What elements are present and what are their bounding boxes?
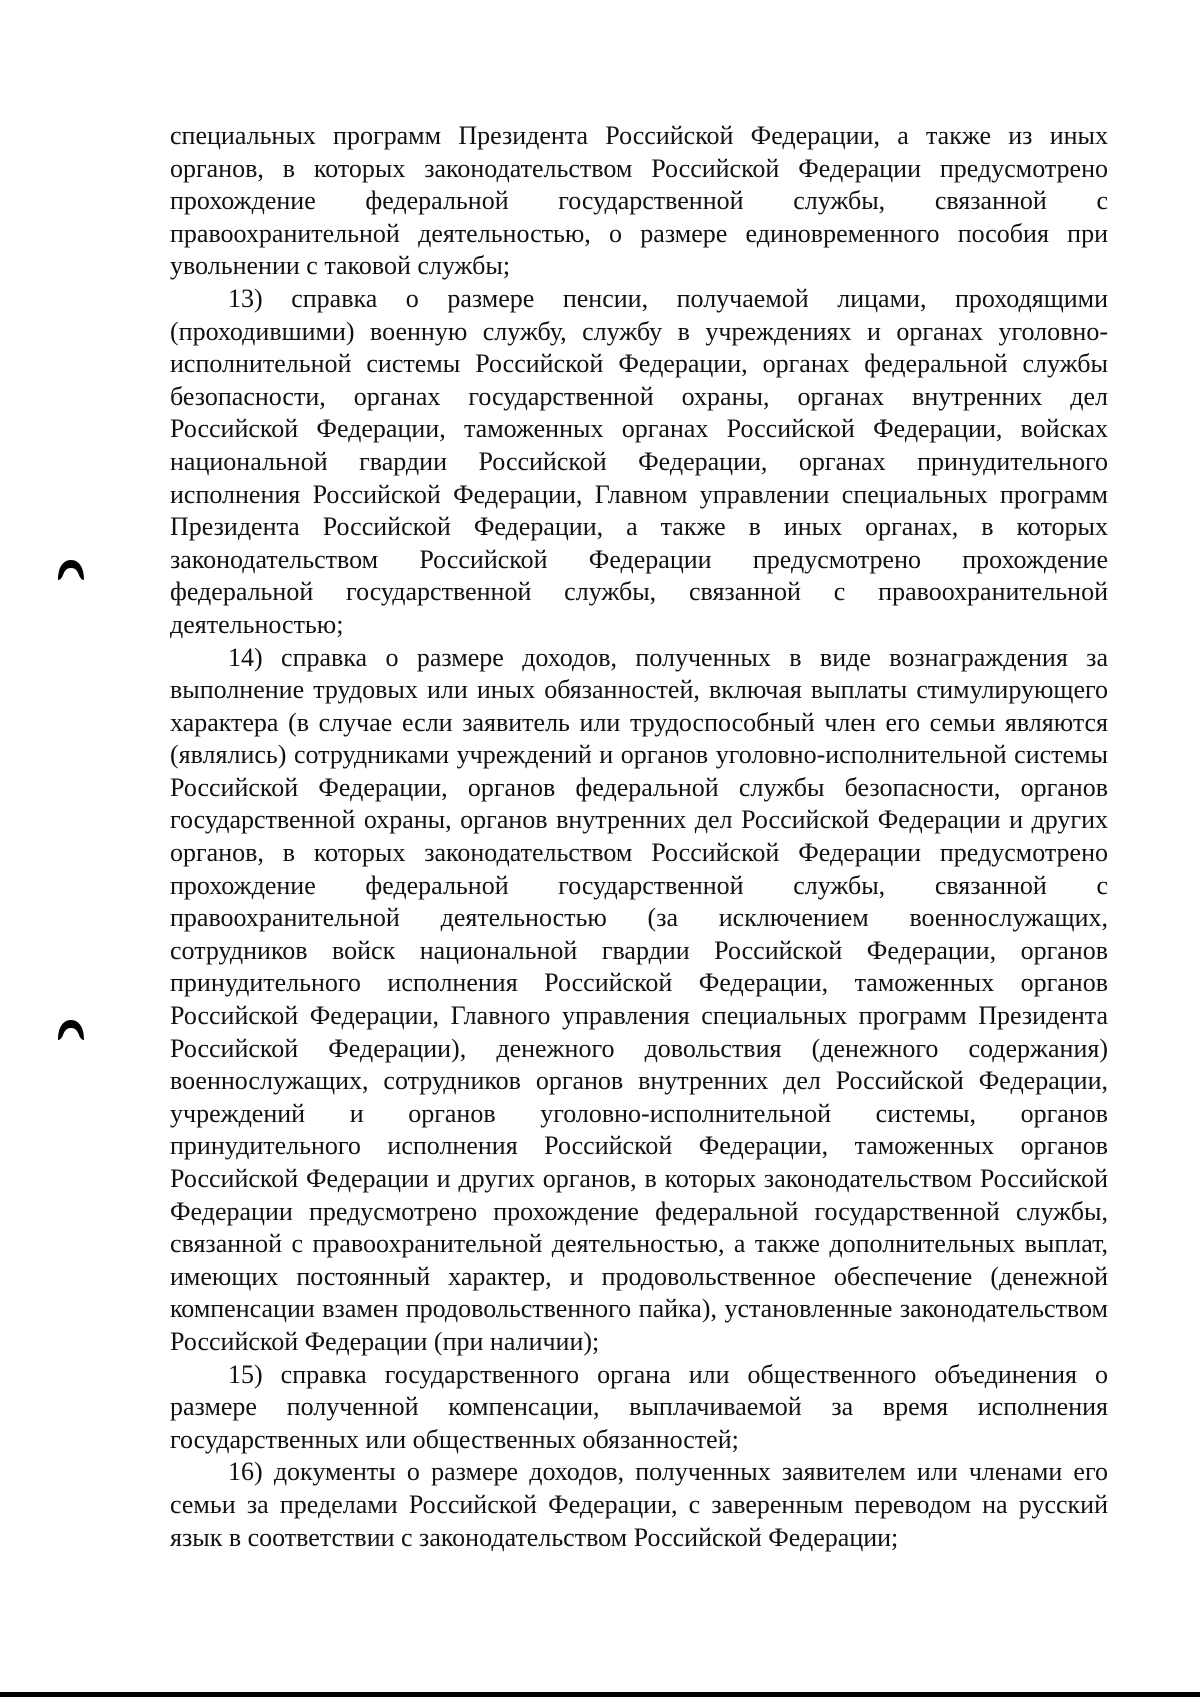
paragraph-item-15: 15) справка государственного органа или общественного объединения о размере полученной компенсации, выплачиваемой за время исполнения государственных или общественных обязанностей;	[170, 1359, 1108, 1454]
punch-hole-mark-icon	[56, 556, 86, 586]
paragraph-continuation: специальных программ Президента Российской Федерации, а также из иных органов, в которых законодательством Российской Федерации предусмотрено прохождение федеральной государственной службы, связанной с правоохранительной деятельностью, о размере единовременного пособия при увольнении с таковой службы;	[170, 121, 1108, 281]
paragraph-item-16: 16) документы о размере доходов, полученных заявителем или членами его семьи за пределами Российской Федерации, с заверенным переводом на русский язык в соответствии с законодательством Российской Федерации;	[170, 1457, 1108, 1552]
paragraph-item-14: 14) справка о размере доходов, полученных в виде вознаграждения за выполнение трудовых или иных обязанностей, включая выплаты стимулирующего характера (в случае если заявитель или трудоспособный член его семьи являются (являлись) сотрудниками учреждений и органов уголовно-исполнительной системы Российской Федерации, органов федеральной службы безопасности, органов государственной охраны, органов внутренних дел Российской Федерации и других органов, в которых законодательством Российской Федерации предусмотрено прохождение федеральной государственной службы, связанной с правоохранительной деятельностью (за исключением военнослужащих, сотрудников войск национальной гвардии Российской Федерации, органов принудительного исполнения Российской Федерации, таможенных органов Российской Федерации, Главного управления специальных программ Президента Российской Федерации), денежного довольствия (денежного содержания) военнослужащих, сотрудников органов внутренних дел Российской Федерации, учреждений и органов уголовно-исполнительной системы, органов принудительного исполнения Российской Федерации, таможенных органов Российской Федерации и других органов, в которых законодательством Российской Федерации предусмотрено прохождение федеральной государственной службы, связанной с правоохранительной деятельностью, а также дополнительных выплат, имеющих постоянный характер, и продовольственное обеспечение (денежной компенсации взамен продовольственного пайка), установленные законодательством Российской Федерации (при наличии);	[170, 642, 1108, 1356]
document-body	[170, 120, 1108, 1554]
scan-edge-line	[0, 1692, 1200, 1697]
punch-hole-mark-icon	[56, 1016, 86, 1046]
paragraph-item-13: 13) справка о размере пенсии, получаемой лицами, проходящими (проходившими) военную службу, службу в учреждениях и органах уголовно-исполнительной системы Российской Федерации, органах федеральной службы безопасности, органах государственной охраны, органах внутренних дел Российской Федерации, таможенных органах Российской Федерации, войсках национальной гвардии Российской Федерации, органах принудительного исполнения Российской Федерации, Главном управлении специальных программ Президента Российской Федерации, а также в иных органах, в которых законодательством Российской Федерации предусмотрено прохождение федеральной государственной службы, связанной с правоохранительной деятельностью;	[170, 283, 1108, 639]
